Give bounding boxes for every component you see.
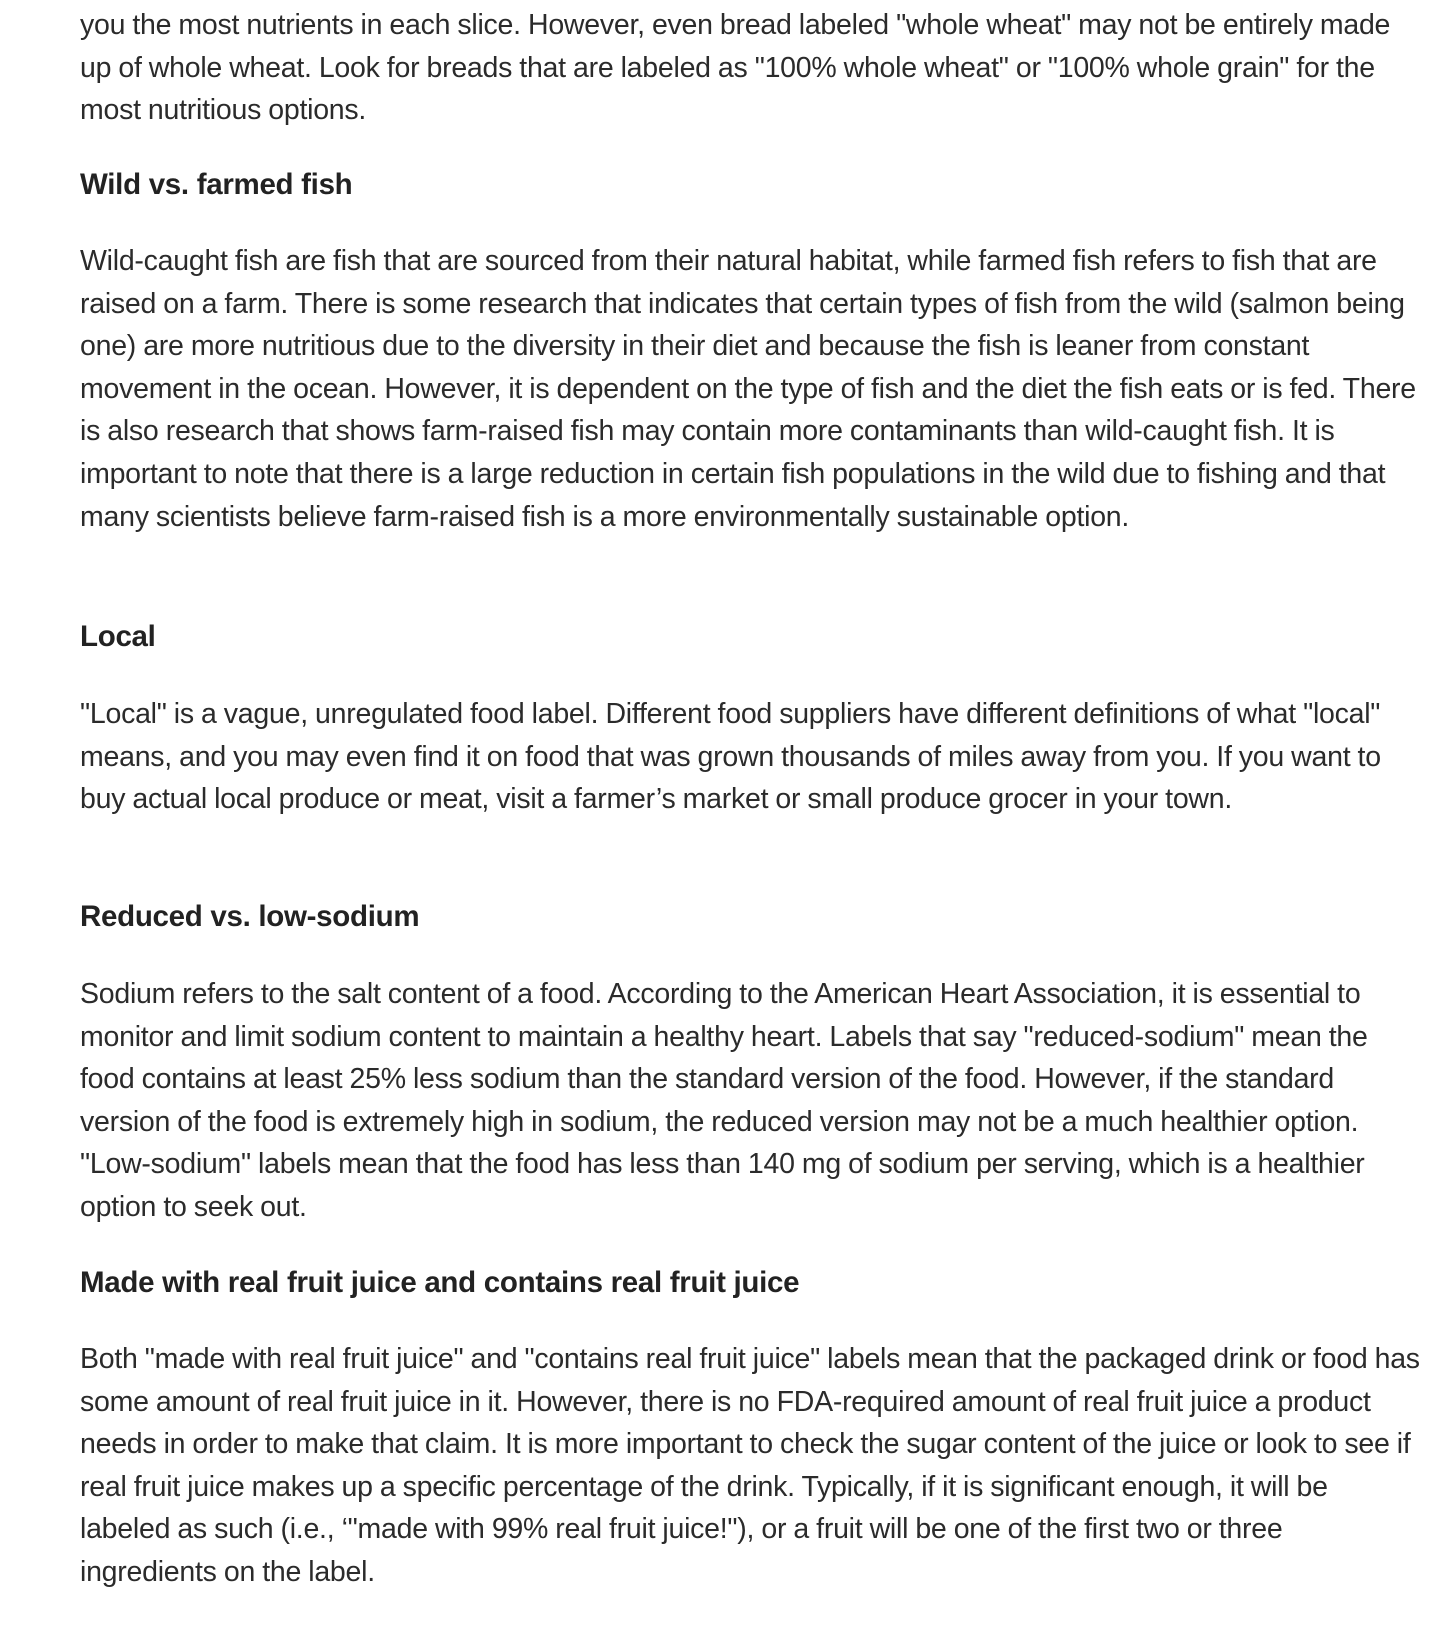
section-heading-wild-vs-farmed-fish: Wild vs. farmed fish — [80, 168, 353, 201]
intro-paragraph: you the most nutrients in each slice. However, even bread labeled "whole wheat" may not be entirely made up of whole wheat. Look for breads that are labeled as "100% whole wheat" or "100% whole grain" for the most nutritious options. — [80, 9, 1391, 127]
section-heading-real-fruit-juice: Made with real fruit juice and contains real fruit juice — [80, 1266, 800, 1299]
section-body-wild-vs-farmed-fish: Wild-caught fish are fish that are sourced from their natural habitat, while farmed fish refers to fish that are raised on a farm. There is some research that indicates that certain types of fish from the wild (salmon being one) are more nutritious due to the diversity in their diet and because the fish is leaner from constant movement in the ocean. However, it is dependent on the type of fish and the diet the fish eats or is fed. There is also research that shows farm-raised fish may contain more contaminants than wild-caught fish. It is important to note that there is a large reduction in certain fish populations in the wild due to fishing and that many scientists believe farm-raised fish is a more environmentally sustainable option. — [80, 245, 1416, 533]
section-heading-local: Local — [80, 620, 156, 653]
section-body-local: "Local" is a vague, unregulated food label. Different food suppliers have different definitions of what "local" means, and you may even find it on food that was grown thousands of miles away from you. If you want to buy actual local produce or meat, visit a farmer’s market or small produce grocer in your town. — [80, 698, 1381, 816]
section-heading-reduced-vs-low-sodium: Reduced vs. low-sodium — [80, 900, 420, 933]
section-body-reduced-vs-low-sodium: Sodium refers to the salt content of a food. According to the American Heart Association, it is essential to monitor and limit sodium content to maintain a healthy heart. Labels that say "reduced-sodium" mean the food contains at least 25% less sodium than the standard version of the food. However, if the standard version of the food is extremely high in sodium, the reduced version may not be a much healthier option. "Low-sodium" labels mean that the food has less than 140 mg of sodium per serving, which is a healthier option to seek out. — [80, 978, 1368, 1223]
section-body-real-fruit-juice: Both "made with real fruit juice" and "contains real fruit juice" labels mean that the packaged drink or food has some amount of real fruit juice in it. However, there is no FDA-required amount of real fruit juice a product needs in order to make that claim. It is more important to check the sugar content of the juice or look to see if real fruit juice makes up a specific percentage of the drink. Typically, if it is significant enough, it will be labeled as such (i.e., ‘"made with 99% real fruit juice!"), or a fruit will be one of the first two or three ingredients on the label. — [80, 1343, 1420, 1588]
